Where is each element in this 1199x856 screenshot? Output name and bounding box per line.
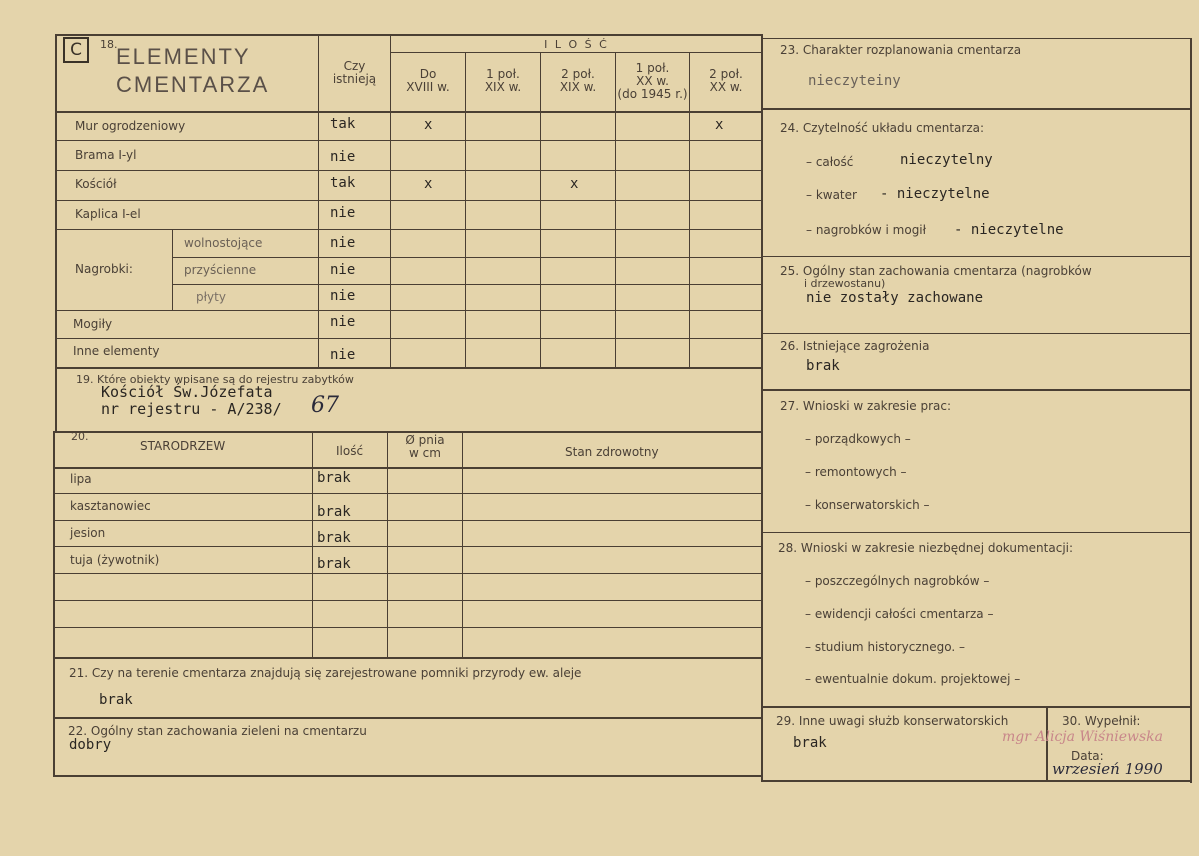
tree-name-3: tuja (żywotnik) xyxy=(70,553,160,567)
q25-label-line2: i drzewostanu) xyxy=(804,277,886,290)
nagrobki-label: Nagrobki: xyxy=(75,262,133,276)
q24-item-2-label: – nagrobków i mogił xyxy=(806,223,927,237)
row-exists-kosciol: tak xyxy=(330,175,356,191)
q24-item-0-value: nieczytelny xyxy=(900,152,993,168)
nagrobki-row-1-exists: nie xyxy=(330,262,356,278)
tree-qty-3: brak xyxy=(317,556,351,572)
q20-col-qty: Ilość xyxy=(336,444,364,458)
q27-item-0: – porządkowych – xyxy=(805,432,911,446)
q26-value: brak xyxy=(806,358,840,374)
tree-name-2: jesion xyxy=(70,526,106,540)
q19-hand-number: 67 xyxy=(311,393,339,418)
period-header-0: Do XVIII w. xyxy=(406,67,450,94)
nagrobki-row-2-label: płyty xyxy=(196,290,226,304)
q28-item-2: – studium historycznego. – xyxy=(805,640,965,654)
item-number: 18. xyxy=(100,38,118,51)
row-exists-kaplica: nie xyxy=(330,205,356,221)
period-header-1: 1 poł. XIX w. xyxy=(484,67,522,94)
q27-item-1: – remontowych – xyxy=(805,465,907,479)
mark-mur-0: x xyxy=(424,117,433,133)
q24-item-1-value: - nieczytelne xyxy=(880,186,990,202)
q19-line2: nr rejestru - A/238/ xyxy=(101,400,282,418)
czy-istnieja-label: Czy istnieją xyxy=(332,59,377,86)
q28-label: 28. Wnioski w zakresie niezbędnej dokumentacji: xyxy=(778,541,1074,555)
mark-kosciol-2: x xyxy=(570,176,579,192)
q22-label: 22. Ogólny stan zachowania zieleni na cmentarzu xyxy=(68,724,367,738)
q30-stamp: mgr Alicja Wiśniewska xyxy=(1002,729,1164,745)
left-border-top xyxy=(55,34,762,36)
q20-col-diam: Ø pnia w cm xyxy=(405,433,445,460)
left-border-left xyxy=(55,34,57,368)
mark-kosciol-0: x xyxy=(424,176,433,192)
q21-value: brak xyxy=(99,692,133,708)
title-line1: ELEMENTY xyxy=(116,44,251,69)
q29-label: 29. Inne uwagi służb konserwatorskich xyxy=(776,714,1009,728)
q30-date-label: Data: xyxy=(1071,749,1104,763)
q19-line1: Kościół Św.Józefata xyxy=(101,383,273,401)
nagrobki-row-2-exists: nie xyxy=(330,288,356,304)
section-letter-box: C xyxy=(63,37,89,63)
q24-item-1-label: – kwater xyxy=(806,188,857,202)
q28-item-1: – ewidencji całości cmentarza – xyxy=(805,607,994,621)
tree-name-1: kasztanowiec xyxy=(70,499,151,513)
period-header-2: 2 poł. XIX w. xyxy=(559,67,597,94)
tree-qty-1: brak xyxy=(317,504,351,520)
q24-label: 24. Czytelność układu cmentarza: xyxy=(780,121,985,135)
left-border-right xyxy=(761,34,763,780)
q24-item-0-label: – całość xyxy=(806,155,854,169)
nagrobki-row-1-label: przyścienne xyxy=(184,263,257,277)
q19-label: 19. Które obiekty wpisane są do rejestru zabytków xyxy=(76,373,354,386)
period-header-3: 1 poł. XX w. (do 1945 r.) xyxy=(617,61,688,101)
row-exists-inne: nie xyxy=(330,347,356,363)
q20-col-health: Stan zdrowotny xyxy=(565,445,659,459)
row-label-brama: Brama I-yl xyxy=(75,148,137,162)
row-exists-mogily: nie xyxy=(330,314,356,330)
row-exists-brama: nie xyxy=(330,149,356,165)
q30-date-value: wrzesień 1990 xyxy=(1052,760,1163,778)
q28-item-3: – ewentualnie dokum. projektowej – xyxy=(805,672,1021,686)
period-header-4: 2 poł. XX w. xyxy=(709,67,743,94)
q24-item-2-value: - nieczytelne xyxy=(954,222,1064,238)
mark-mur-4: x xyxy=(715,117,724,133)
row-label-kosciol: Kościół xyxy=(75,177,117,191)
row-label-kaplica: Kaplica I-el xyxy=(75,207,141,221)
q20-col-name: STARODRZEW xyxy=(140,439,226,453)
q27-label: 27. Wnioski w zakresie prac: xyxy=(780,399,952,413)
q26-label: 26. Istniejące zagrożenia xyxy=(780,339,930,353)
q20-number: 20. xyxy=(71,430,89,443)
q21-label: 21. Czy na terenie cmentarza znajdują się zarejestrowane pomniki przyrody ew. aleje xyxy=(69,666,582,680)
q30-label: 30. Wypełnił: xyxy=(1062,714,1141,728)
row-label-mur: Mur ogrodzeniowy xyxy=(75,119,186,133)
tree-name-0: lipa xyxy=(70,472,92,486)
q29-value: brak xyxy=(793,735,827,751)
q25-value: nie zostały zachowane xyxy=(806,290,984,306)
ilosc-label: I L O Ś Ć xyxy=(544,38,609,51)
row-label-inne: Inne elementy xyxy=(73,344,160,358)
q27-item-2: – konserwatorskich – xyxy=(805,498,930,512)
title-line2: CMENTARZA xyxy=(116,72,270,97)
tree-qty-0: brak xyxy=(317,470,351,486)
q25-label-line1: 25. Ogólny stan zachowania cmentarza (nagrobków xyxy=(780,264,1092,278)
q23-label: 23. Charakter rozplanowania cmentarza xyxy=(780,43,1022,57)
q28-item-0: – poszczególnych nagrobków – xyxy=(805,574,990,588)
q22-value: dobry xyxy=(69,737,112,753)
row-exists-mur: tak xyxy=(330,116,356,132)
q23-value: nieczyteiny xyxy=(808,73,901,89)
row-label-mogily: Mogiły xyxy=(73,317,113,331)
nagrobki-row-0-exists: nie xyxy=(330,235,356,251)
nagrobki-row-0-label: wolnostojące xyxy=(184,236,263,250)
tree-qty-2: brak xyxy=(317,530,351,546)
